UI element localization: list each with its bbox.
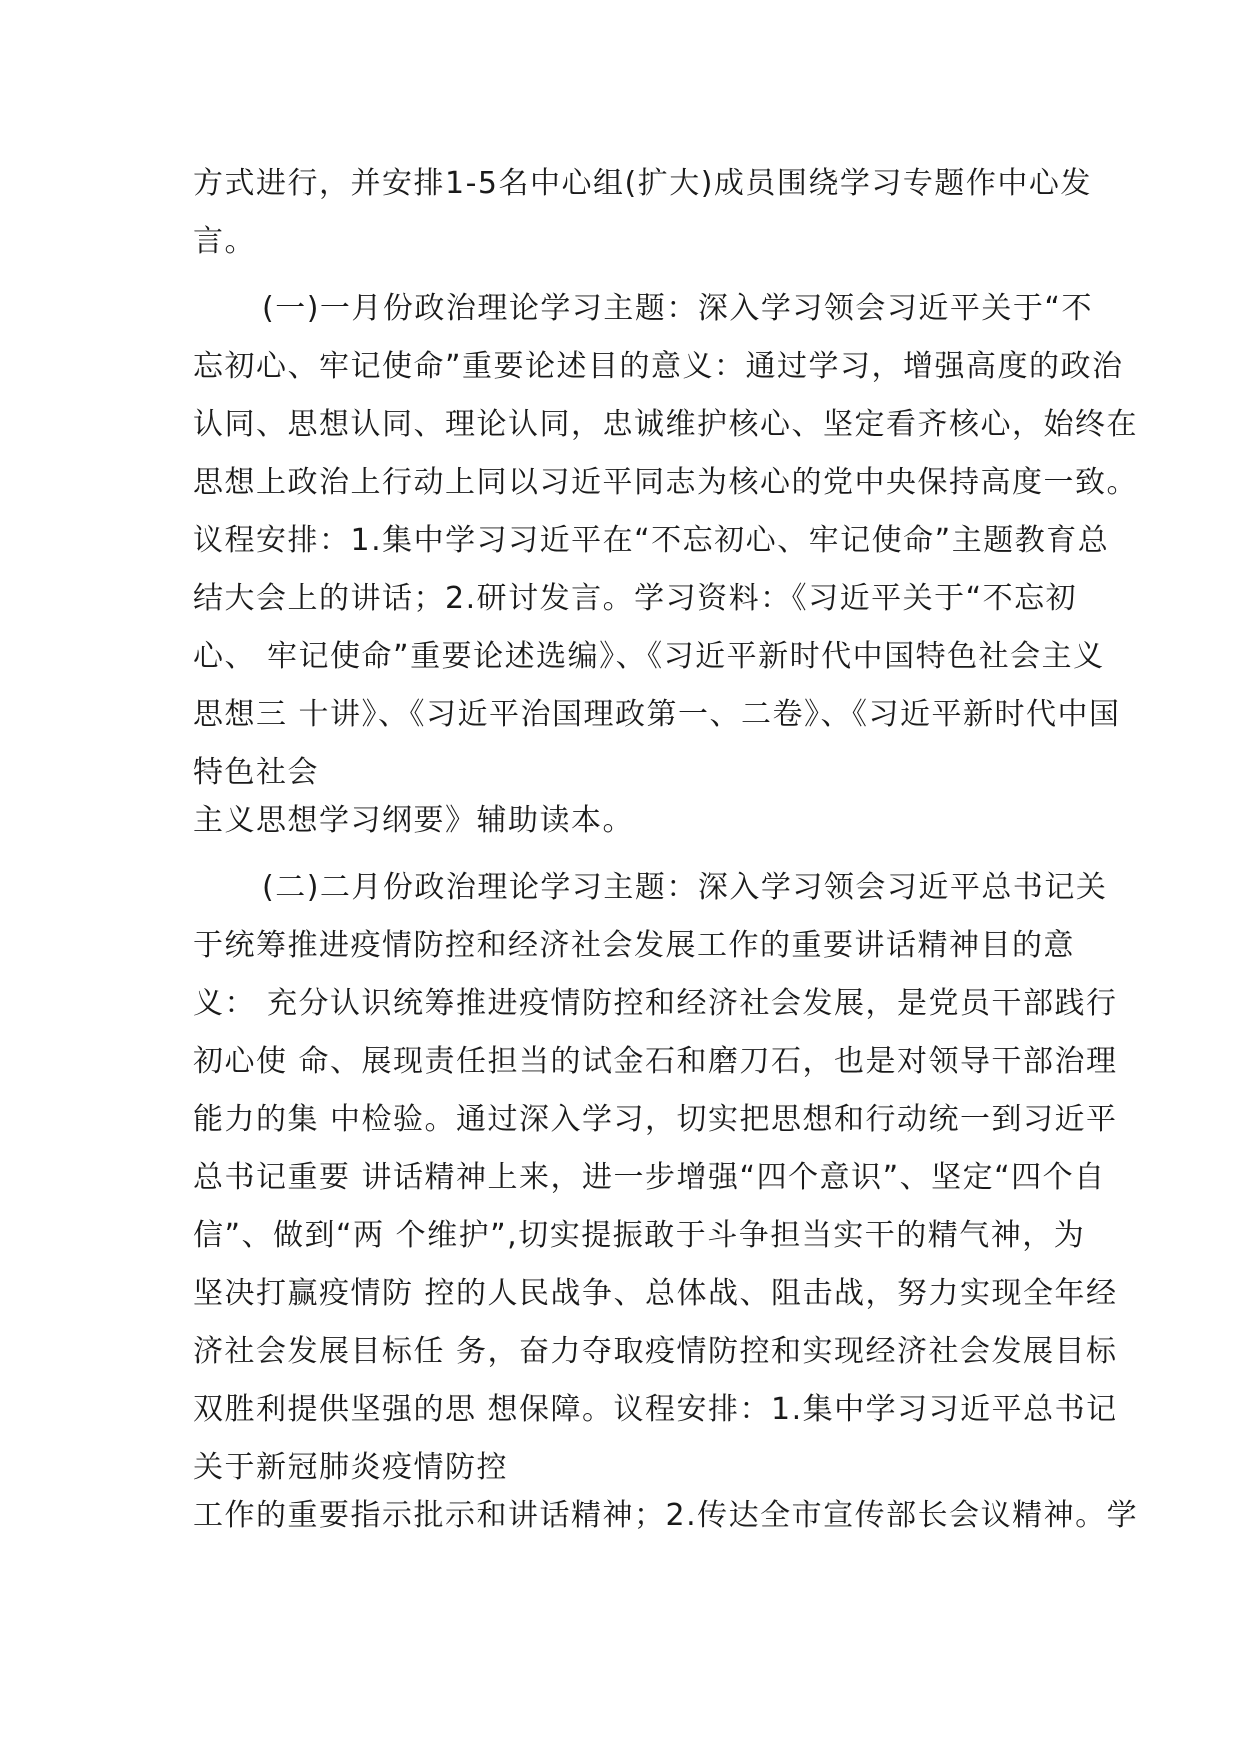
text-line: 方式进行，并安排1-5名中心组(扩大)成员围绕学习专题作中心发: [193, 166, 1092, 201]
text-line: 特色社会: [193, 755, 319, 790]
text-line: 坚决打赢疫情防 控的人民战争、总体战、阻击战，努力实现全年经: [193, 1276, 1118, 1311]
text-line: 于统筹推进疫情防控和经济社会发展工作的重要讲话精神目的意: [193, 928, 1075, 963]
text-line: 工作的重要指示批示和讲话精神；2.传达全市宣传部长会议精神。学: [193, 1498, 1139, 1533]
text-line: 初心使 命、展现责任担当的试金石和磨刀石，也是对领导干部治理: [193, 1044, 1118, 1079]
text-line: 关于新冠肺炎疫情防控: [193, 1450, 508, 1485]
text-line: 思想上政治上行动上同以习近平同志为核心的党中央保持高度一致。: [193, 465, 1138, 500]
text-line: 济社会发展目标任 务，奋力夺取疫情防控和实现经济社会发展目标: [193, 1334, 1118, 1369]
text-line: 言。: [193, 224, 256, 259]
text-line: 主义思想学习纲要》辅助读本。: [193, 803, 634, 838]
text-line: 思想三 十讲》、《习近平治国理政第一、二卷》、《习近平新时代中国: [193, 697, 1121, 732]
text-line: 义： 充分认识统筹推进疫情防控和经济社会发展，是党员干部践行: [193, 986, 1118, 1021]
text-line: 心、 牢记使命”重要论述选编》、《习近平新时代中国特色社会主义: [193, 639, 1105, 674]
text-line: 双胜利提供坚强的思 想保障。议程安排：1.集中学习习近平总书记: [193, 1392, 1118, 1427]
text-line: 能力的集 中检验。通过深入学习，切实把思想和行动统一到习近平: [193, 1102, 1118, 1137]
text-line: (二)二月份政治理论学习主题：深入学习领会习近平总书记关: [262, 870, 1108, 905]
text-line: 议程安排：1.集中学习习近平在“不忘初心、牢记使命”主题教育总: [193, 523, 1110, 558]
text-line: (一)一月份政治理论学习主题：深入学习领会习近平关于“不: [262, 291, 1093, 326]
text-line: 忘初心、牢记使命”重要论述目的意义：通过学习，增强高度的政治: [193, 349, 1124, 384]
text-line: 结大会上的讲话；2.研讨发言。学习资料：《习近平关于“不忘初: [193, 581, 1078, 616]
text-line: 认同、思想认同、理论认同，忠诚维护核心、坚定看齐核心，始终在: [193, 407, 1138, 442]
text-line: 总书记重要 讲话精神上来，进一步增强“四个意识”、坚定“四个自: [193, 1160, 1106, 1195]
text-line: 信”、做到“两 个维护”,切实提振敢于斗争担当实干的精气神，为: [193, 1218, 1086, 1253]
